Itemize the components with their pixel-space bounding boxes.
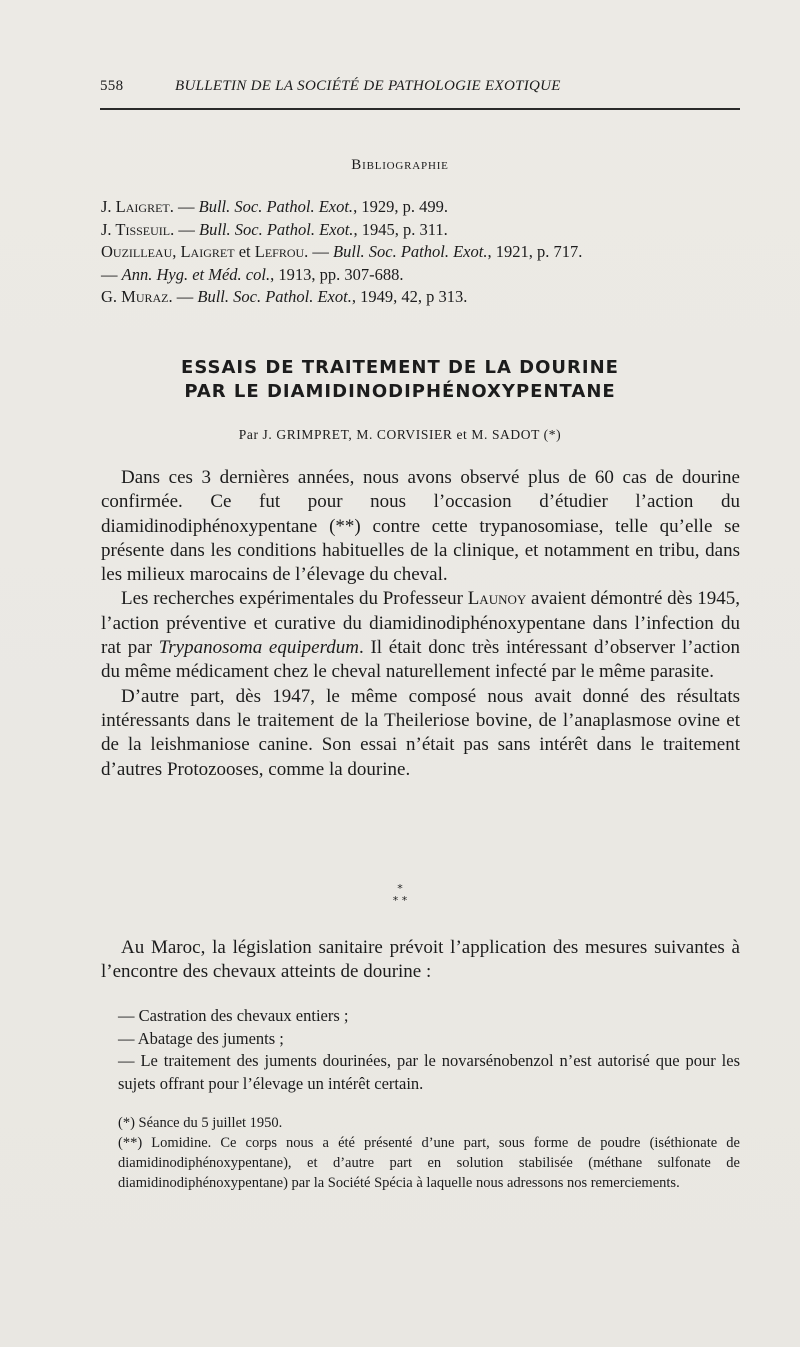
header-rule (100, 108, 740, 110)
bibliography-entry: Ouzilleau, Laigret et Lefrou. — Bull. Soc. Pathol. Exot., 1921, p. 717. (101, 242, 583, 261)
bibliography-entry: — Ann. Hyg. et Méd. col., 1913, pp. 307-688. (101, 264, 404, 284)
bibliography-entry: J. Tisseuil. — Bull. Soc. Pathol. Exot., 1945, p. 311. (101, 219, 448, 239)
author-name: Launoy (467, 588, 527, 610)
article-title (0, 356, 800, 404)
footnote-2: (**) Lomidine. Ce corps nous a été présenté d’une part, sous forme de poudre (iséthionate de diamidinodiphénoxypentane), et d’autre part en solution stabilisée (méthane sulfonate de diamidinodiphénoxypentane) par la Société Spécia à laquelle nous adressons nos remerciements. (118, 1135, 740, 1191)
bibliography-title: Bibliographie (351, 157, 449, 173)
article-title-line-1: ESSAIS DE TRAITEMENT DE LA DOURINE (181, 357, 619, 378)
asterism-divider: * * * (392, 882, 408, 907)
bibliography-list (101, 196, 741, 309)
bibliography-entry: J. Laigret. — Bull. Soc. Pathol. Exot., 1929, p. 499. (101, 197, 448, 216)
footnotes (101, 1113, 740, 1193)
paragraph-1: Dans ces 3 dernières années, nous avons observé plus de 60 cas de dourine confirmée. Ce fut pour nous l’occasion d’étudier l’action du diamidinodiphénoxypentane (**) contre cette trypanosomiase, telle qu’elle se présente dans les conditions habituelles de la clinique, et notamment en tribu, dans les milieux marocains de l’élevage du cheval. (101, 467, 740, 586)
species-name: Trypanosoma equiperdum (158, 637, 359, 659)
paragraph-3: D’autre part, dès 1947, le même composé nous avait donné des résultats intéressants dans le traitement de la Theileriose bovine, de l’anaplasmose ovine et de la leishmaniose canine. Son essai n’était pas sans intérêt dans le traitement d’autres Protozooses, comme la dourine. (101, 685, 740, 780)
article-body (101, 466, 740, 782)
running-title: BULLETIN DE LA SOCIÉTÉ DE PATHOLOGIE EXOTIQUE (175, 78, 561, 94)
list-item: — Abatage des juments ; (118, 1028, 284, 1048)
article-title-line-2: PAR LE DIAMIDINODIPHÉNOXYPENTANE (184, 381, 616, 402)
list-item: — Castration des chevaux entiers ; (118, 1006, 349, 1025)
paragraph-4: Au Maroc, la législation sanitaire prévoit l’application des mesures suivantes à l’encontre des chevaux atteints de dourine : (101, 937, 740, 983)
page-number: 558 (100, 78, 124, 94)
list-item: — Le traitement des juments dourinées, par le novarsénobenzol n’est autorisé que pour les sujets offrant pour l’élevage un intérêt certain. (118, 1051, 740, 1093)
paragraph-2: Les recherches expérimentales du Professeur Launoy avaient démontré dès 1945, l’action préventive et curative du diamidinodiphénoxypentane dans l’infection du rat par Trypanosoma equiperdum. Il était donc très intéressant d’observer l’action du même médicament chez le cheval naturellement infecté par le même parasite. (101, 588, 741, 683)
bibliography-entry: G. Muraz. — Bull. Soc. Pathol. Exot., 1949, 42, p 313. (101, 287, 468, 306)
article-authors: Par J. GRIMPRET, M. CORVISIER et M. SADOT (*) (238, 427, 562, 442)
article-body-2 (101, 936, 740, 985)
footnote-1: (*) Séance du 5 juillet 1950. (118, 1115, 283, 1131)
measures-list (101, 1005, 740, 1095)
